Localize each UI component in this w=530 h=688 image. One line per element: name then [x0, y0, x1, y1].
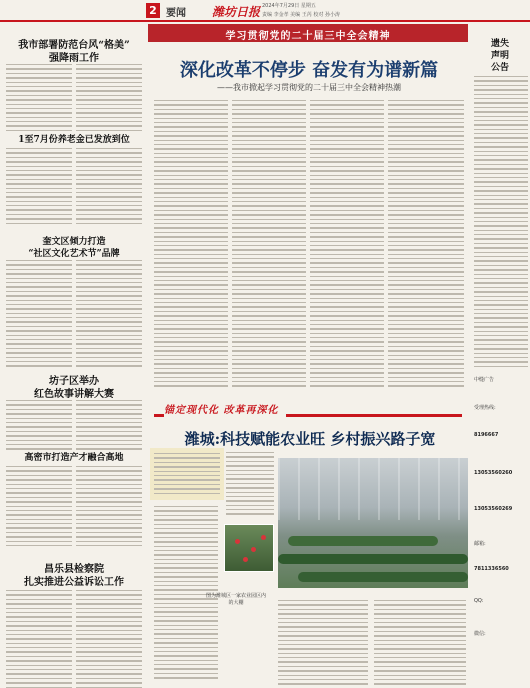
headline-typhoon-1: 我市部署防范台风“格美”: [18, 40, 130, 51]
masthead-logo: 潍坊日报: [212, 5, 261, 19]
section-name: 要闻: [166, 8, 186, 19]
page-header: [0, 0, 530, 22]
body-text: [6, 590, 72, 688]
greenhouse-photo: [278, 458, 468, 588]
phone-number: 7811336560: [474, 566, 509, 572]
notice-title-3: 公告: [490, 63, 509, 73]
body-text: [76, 260, 142, 370]
headline-changle-2: 扎实推进公益诉讼工作: [24, 577, 124, 588]
body-text: [76, 466, 142, 549]
body-text: [76, 148, 142, 227]
notice-text: [474, 76, 528, 370]
body-text: [76, 400, 142, 453]
body-text: [6, 64, 72, 134]
photo-caption: 图为潍城区一家农业园区内的大棚: [206, 593, 267, 606]
body-text: [6, 148, 72, 227]
dateline: 2024年7月29日 星期五: [262, 3, 316, 9]
slogan-text: 锚定现代化 改革再深化: [164, 405, 279, 416]
second-headline: 潍城:科技赋能农业旺 乡村振兴路子宽: [184, 430, 436, 448]
body-text: [6, 466, 72, 549]
stripe-left: [154, 414, 164, 417]
headline-kuiwen-1: 奎文区倾力打造: [42, 237, 106, 247]
body-text: [374, 600, 466, 688]
strawberry-icon: [251, 547, 256, 552]
lead-headline: 深化改革不停步 奋发有为谱新篇: [179, 60, 439, 81]
phone-number: 8196667: [474, 432, 499, 438]
body-text: [6, 400, 72, 453]
plant-row: [278, 554, 468, 564]
headline-kuiwen-2: “社区文化艺术节”品牌: [28, 249, 120, 259]
notice-title-1: 遗失: [490, 39, 509, 49]
strawberry-icon: [261, 535, 266, 540]
headline-typhoon-2: 强降雨工作: [49, 53, 99, 64]
body-text: [76, 64, 142, 134]
email-label: 邮箱:: [474, 541, 486, 547]
banner-text: 学习贯彻党的二十届三中全会精神: [225, 31, 391, 42]
stripe-right: [286, 414, 462, 417]
body-text: [154, 100, 228, 390]
phone-number: 13053560260: [474, 470, 513, 476]
phone-number: 13053560269: [474, 506, 513, 512]
plant-row: [288, 536, 438, 546]
qq-label: QQ:: [474, 598, 484, 604]
strawberry-icon: [235, 539, 240, 544]
headline-fangzi-1: 坊子区举办: [49, 376, 99, 387]
strawberry-inset-photo: [224, 524, 274, 572]
body-text: [154, 453, 220, 497]
headline-fangzi-2: 红色故事讲解大赛: [34, 389, 114, 400]
wechat-label: 微信:: [474, 631, 486, 637]
strawberry-icon: [243, 557, 248, 562]
body-text: [226, 452, 274, 518]
lead-subhead: ——我市掀起学习贯彻党的二十届三中全会精神热潮: [217, 83, 401, 92]
notice-title-2: 声明: [490, 51, 509, 61]
editor-credits: 责编 李金孝 美编 王芮 校对 孙小涛: [262, 12, 340, 18]
ad-label: 中缝广告: [474, 377, 495, 383]
page-number: 2: [146, 3, 160, 18]
headline-changle-1: 昌乐县检察院: [44, 564, 104, 575]
body-text: [310, 100, 384, 390]
greenhouse-roof: [278, 458, 468, 520]
left-news-column: [0, 24, 148, 688]
body-text: [232, 100, 306, 390]
summary-box: [150, 448, 224, 500]
body-text: [278, 600, 368, 688]
body-text: [6, 260, 72, 370]
body-text: [76, 590, 142, 688]
phone-label: 受理热线:: [474, 405, 496, 411]
topic-banner: [148, 24, 468, 42]
headline-pension: 1至7月份养老金已发放到位: [18, 135, 130, 145]
headline-gaomi: 高密市打造产才融合高地: [24, 453, 124, 463]
plant-row: [298, 572, 468, 582]
body-text: [388, 100, 464, 390]
classifieds-column: [470, 24, 530, 688]
slogan-band: [148, 398, 468, 420]
